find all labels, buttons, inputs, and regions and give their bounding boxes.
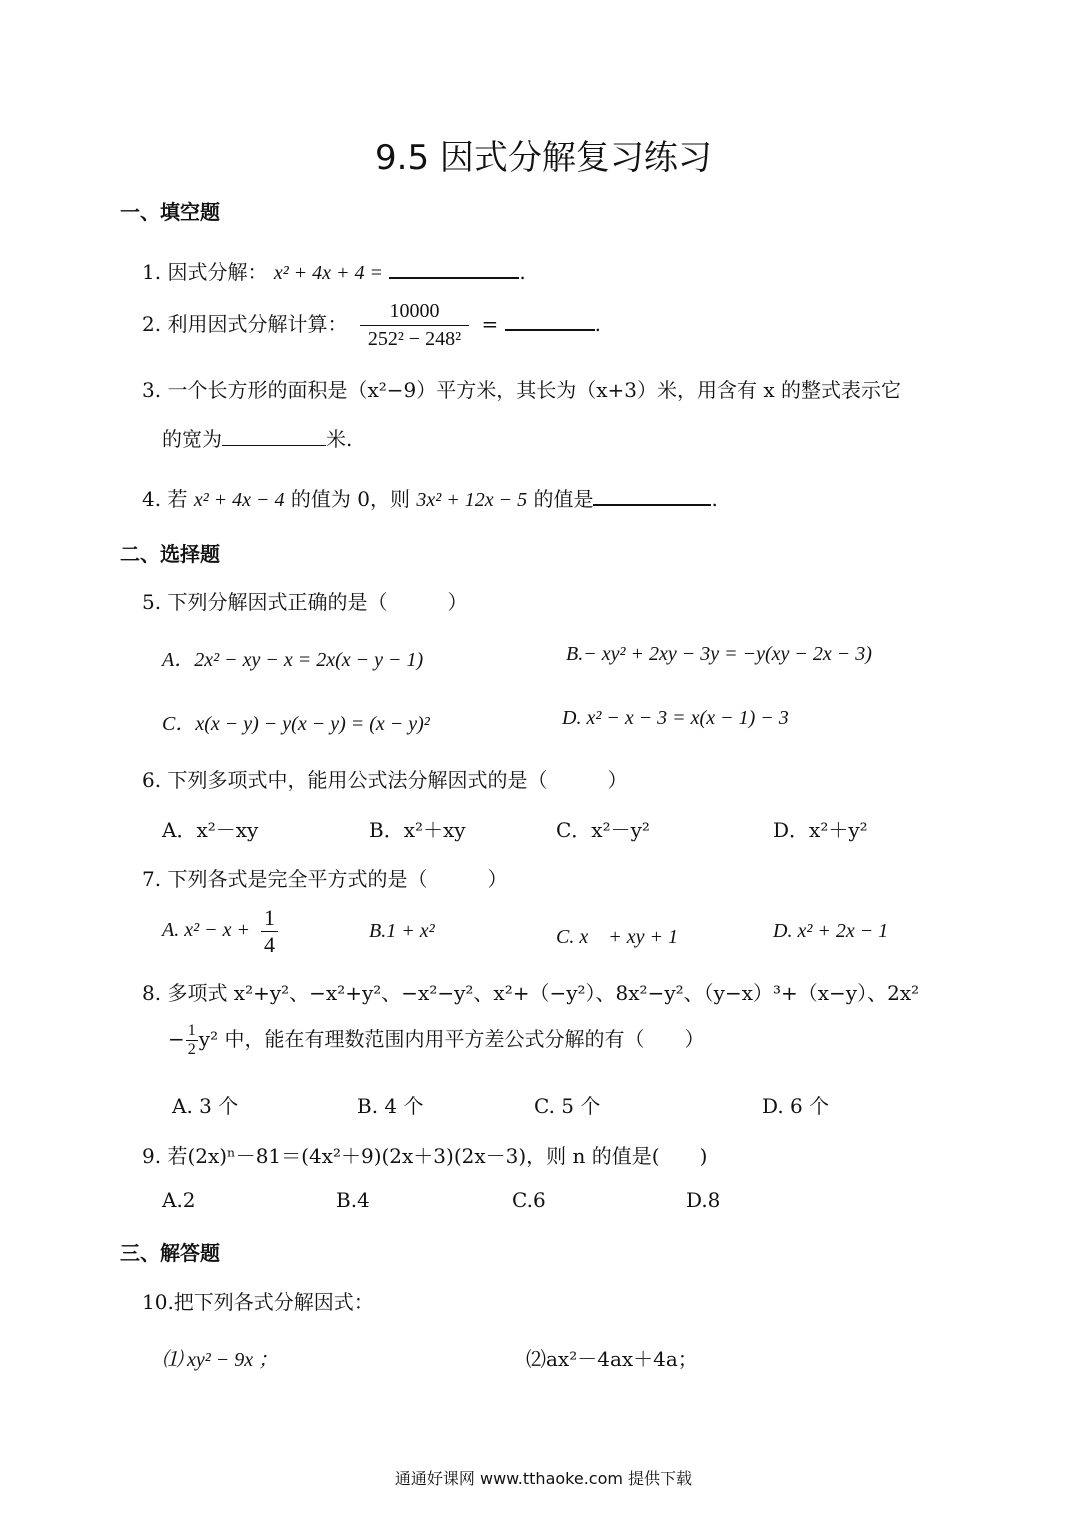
question-4-tail: 的值是: [533, 487, 594, 511]
question-5-option-c: C．x(x − y) − y(x − y) = (x − y)²: [162, 713, 430, 735]
question-8-line-1: 8. 多项式 x²+y²、−x²+y²、−x²−y²、x²+（−y²）、8x²−y²、（y−x）³+（x−y）、2x²: [142, 981, 920, 1005]
question-1-label: 1. 因式分解：: [142, 260, 268, 284]
question-2: [142, 300, 601, 351]
question-7-option-a-expression: A. x² − x +: [162, 919, 250, 942]
question-6-option-b: B．x²＋xy: [369, 818, 466, 842]
question-5-stem: 5. 下列分解因式正确的是（ ）: [142, 590, 468, 614]
question-2-end: .: [594, 312, 601, 336]
question-4-end: .: [711, 487, 718, 511]
question-8-line-2: [168, 1022, 704, 1059]
question-3-prefix: 的宽为: [162, 427, 222, 451]
answer-blank-3: [222, 427, 326, 446]
question-9-option-d: D.8: [686, 1188, 721, 1212]
section-heading-solutions: 三、解答题: [120, 1241, 220, 1265]
question-3-line-2: [162, 423, 352, 452]
answer-blank-4: [593, 486, 711, 506]
question-5-option-a: A．2x² − xy − x = 2x(x − y − 1): [162, 649, 424, 671]
question-6-option-d: D．x²＋y²: [773, 818, 868, 842]
equals-sign: =: [481, 312, 499, 336]
fraction-numerator: 10000: [360, 300, 469, 326]
question-2-label: 2. 利用因式分解计算：: [142, 312, 348, 336]
question-7-option-a: [162, 905, 284, 958]
fraction-denominator: 4: [263, 932, 275, 957]
question-9-option-c: C.6: [512, 1188, 546, 1212]
question-7-option-c: C. x + xy + 1: [556, 926, 678, 948]
question-5-option-d: D. x² − x − 3 = x(x − 1) − 3: [562, 707, 789, 729]
question-2-fraction: [360, 300, 469, 351]
question-1: [142, 256, 526, 285]
question-8-option-d: D. 6 个: [762, 1094, 830, 1118]
answer-blank-1: [389, 259, 519, 279]
question-6-option-a: A．x²－xy: [162, 818, 259, 842]
question-5-option-b: B.− xy² + 2xy − 3y = −y(xy − 2x − 3): [566, 643, 872, 665]
question-8-option-a: A. 3 个: [172, 1094, 239, 1118]
section-heading-fill-blank: 一、填空题: [120, 200, 220, 224]
question-8-option-b: B. 4 个: [357, 1094, 424, 1118]
fraction-numerator: 1: [261, 905, 278, 932]
answer-blank-2: [505, 311, 595, 331]
question-7-option-d: D. x² + 2x − 1: [773, 920, 889, 942]
question-8-fraction: [186, 1022, 198, 1059]
question-1-end: .: [519, 260, 526, 284]
question-3-line-1: 3. 一个长方形的面积是（x²−9）平方米，其长为（x+3）米，用含有 x 的整式表示它: [142, 378, 901, 402]
question-4: [142, 483, 718, 512]
question-4-expression-1: x² + 4x − 4: [193, 489, 285, 511]
question-7-fraction: [261, 905, 278, 958]
question-9-stem: 9. 若(2x)ⁿ－81＝(4x²＋9)(2x＋3)(2x－3)，则 n 的值是( ): [142, 1144, 708, 1168]
question-7-stem: 7. 下列各式是完全平方式的是（ ）: [142, 867, 508, 891]
question-9-option-b: B.4: [336, 1188, 370, 1212]
question-8-option-c: C. 5 个: [534, 1094, 601, 1118]
question-7-option-b: B.1 + x²: [369, 920, 435, 942]
question-4-expression-2: 3x² + 12x − 5: [416, 489, 528, 511]
question-6-stem: 6. 下列多项式中，能用公式法分解因式的是（ ）: [142, 768, 628, 792]
question-10-part-1: ⑴ xy² − 9x ；: [162, 1349, 279, 1371]
section-heading-multiple-choice: 二、选择题: [120, 542, 220, 566]
question-10-part-2: ⑵ax²－4ax＋4a；: [526, 1347, 698, 1371]
fraction-numerator: 1: [187, 1022, 196, 1039]
question-3-suffix: 米.: [326, 427, 353, 451]
question-6-option-c: C．x²－y²: [556, 818, 650, 842]
question-1-expression: x² + 4x + 4 =: [273, 262, 384, 284]
question-10-stem: 10.把下列各式分解因式：: [142, 1290, 374, 1314]
fraction-denominator: 2: [187, 1041, 196, 1058]
page-title: 9.5 因式分解复习练习: [375, 138, 712, 178]
question-4-label: 4. 若: [142, 487, 188, 511]
question-9-option-a: A.2: [162, 1188, 196, 1212]
question-8-continuation: y² 中，能在有理数范围内用平方差公式分解的有（ ）: [198, 1027, 705, 1051]
footer-credit: 通通好课网 www.tthaoke.com 提供下载: [394, 1469, 693, 1488]
question-8-minus: −: [168, 1027, 185, 1051]
question-4-middle: 的值为 0，则: [290, 487, 411, 511]
fraction-denominator: 252² − 248²: [367, 328, 462, 350]
